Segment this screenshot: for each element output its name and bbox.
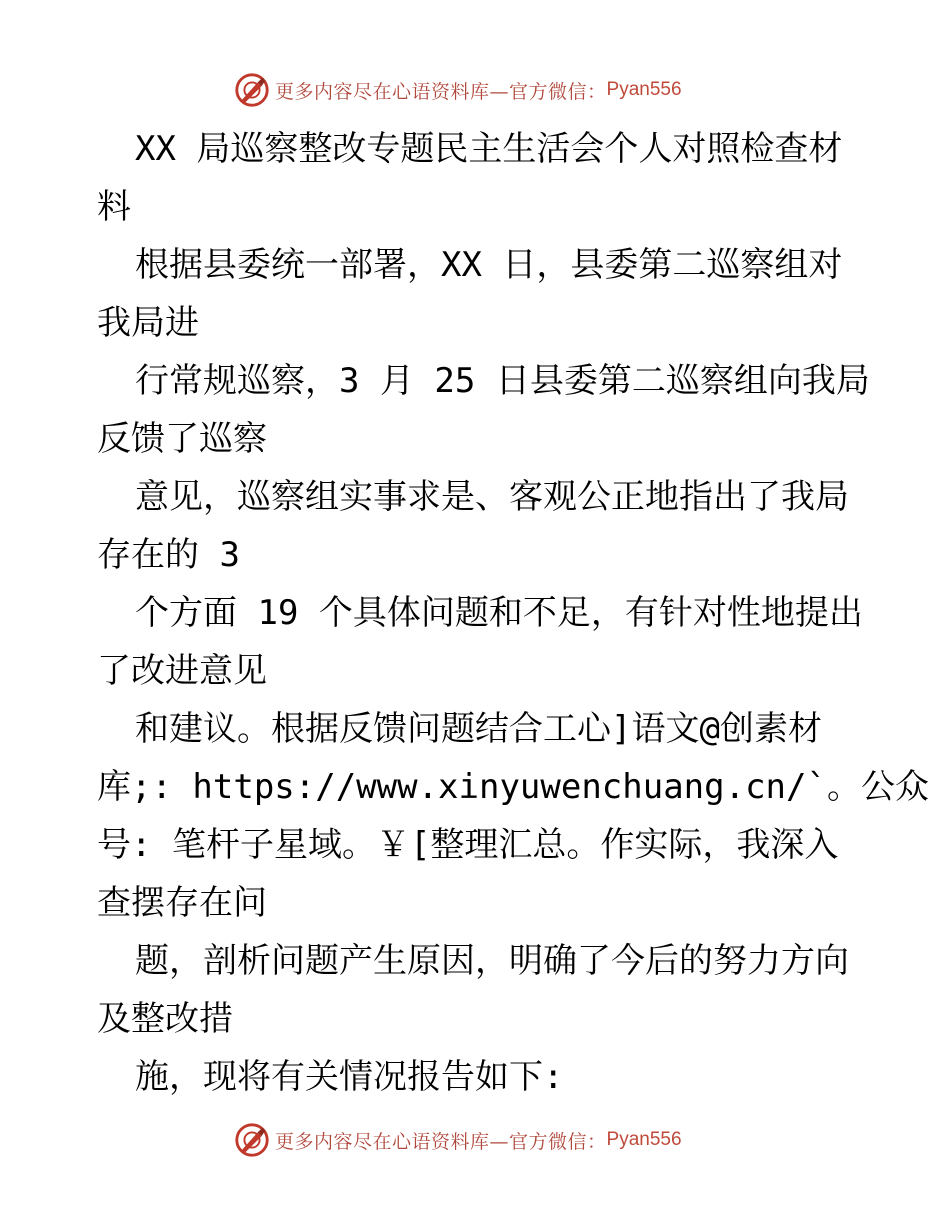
- text-line: 根据县委统一部署，XX 日，县委第二巡察组对: [135, 245, 843, 285]
- text-line: 了改进意见: [97, 651, 267, 691]
- text-line: 号: 笔杆子星域。￥[整理汇总。作实际，我深入: [97, 825, 839, 865]
- document-body: [97, 120, 929, 1106]
- banner-text: 更多内容尽在心语资料库—官方微信：: [275, 1130, 607, 1153]
- text-line: 题，剖析问题产生原因，明确了今后的努力方向: [135, 941, 849, 981]
- text-line: 意见，巡察组实事求是、客观公正地指出了我局: [135, 477, 849, 517]
- text-line: 个方面 19 个具体问题和不足，有针对性地提出: [135, 593, 863, 633]
- text-line: 及整改措: [97, 999, 233, 1039]
- banner-account: Pyan556: [606, 1129, 682, 1150]
- text-line: XX 局巡察整改专题民主生活会个人对照检查材: [135, 129, 843, 169]
- banner-account: Pyan556: [606, 79, 682, 100]
- banner-text: 更多内容尽在心语资料库—官方微信：: [275, 80, 607, 103]
- text-line: 料: [97, 187, 131, 227]
- text-line: 和建议。根据反馈问题结合工心]语文@创素材: [135, 709, 822, 749]
- pen-logo-icon: [233, 71, 271, 109]
- text-line: 反馈了巡察: [97, 419, 267, 459]
- pen-logo-icon: [233, 1121, 271, 1159]
- text-line: 存在的 3: [97, 535, 240, 575]
- text-line: 施，现将有关情况报告如下:: [135, 1057, 564, 1097]
- footer-banner: [233, 1120, 682, 1160]
- text-line: 查摆存在问: [97, 883, 267, 923]
- header-banner: [233, 70, 682, 110]
- text-line: 库;: https://www.xinyuwenchuang.cn/`。公众: [97, 767, 929, 807]
- text-line: 我局进: [97, 303, 199, 343]
- text-line: 行常规巡察，3 月 25 日县委第二巡察组向我局: [135, 361, 870, 401]
